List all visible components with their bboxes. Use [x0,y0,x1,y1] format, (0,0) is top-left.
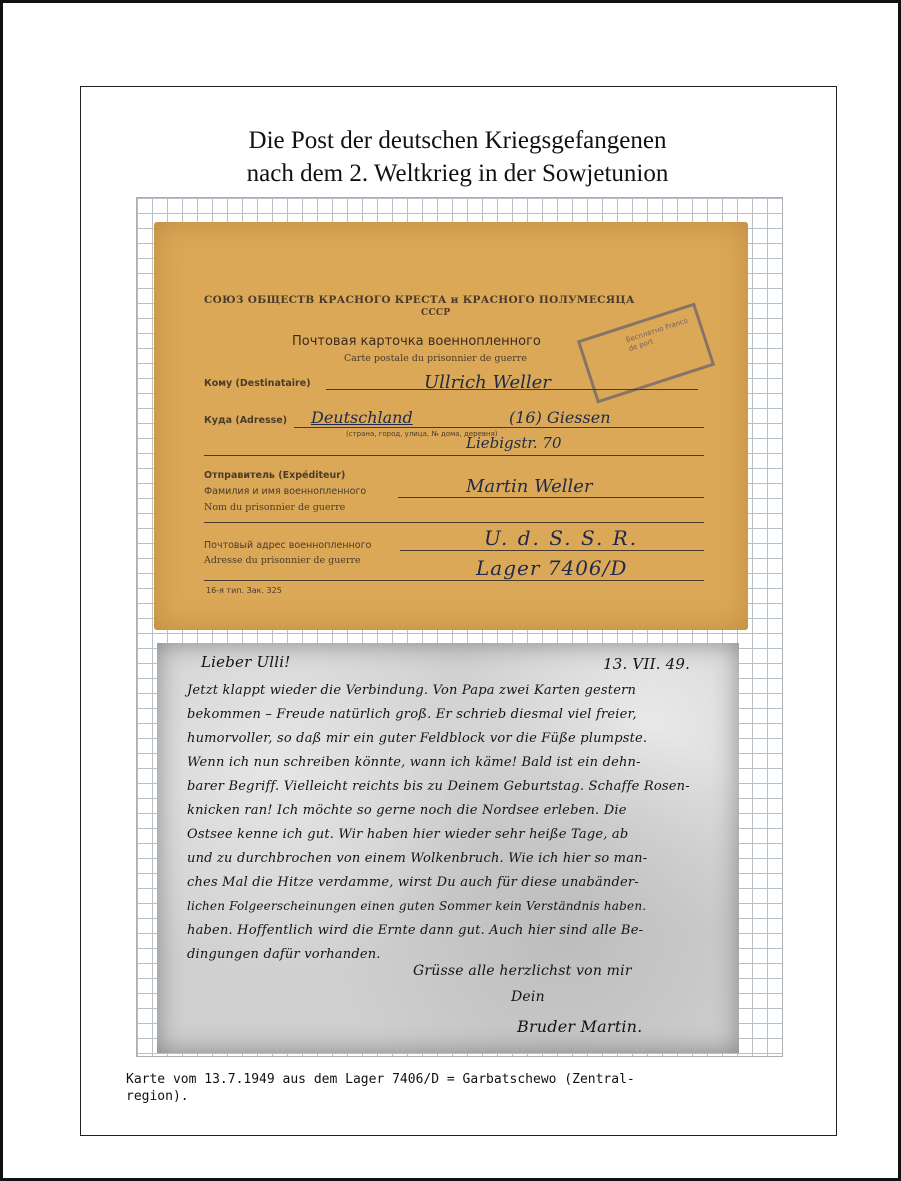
hw-camp: Lager 7406/D [476,556,628,580]
rule-line [398,497,704,498]
rule-line [294,427,704,428]
label-name-fr: Nom du prisonnier de guerre [204,502,346,513]
letter-line: Ostsee kenne ich gut. Wir haben hier wieder sehr heiße Tage, ab [187,827,629,842]
hw-city: (16) Giessen [509,408,611,427]
hw-street: Liebigstr. 70 [466,434,562,452]
letter-line: barer Begriff. Vielleicht reichts bis zu Deinem Geburtstag. Schaffe Rosen- [187,779,690,794]
hw-recipient: Ullrich Weller [424,372,551,393]
postcard-front [154,222,748,630]
letter-closing: Grüsse alle herzlichst von mir [413,963,632,979]
caption-line-1: Karte vom 13.7.1949 aus dem Lager 7406/D = Garbatschewo (Zentral- [126,1072,635,1087]
card-header-sub: СССР [421,308,451,318]
postcard-back-letter [157,643,739,1053]
letter-signature: Bruder Martin. [517,1017,643,1036]
label-destinataire: Кому (Destinataire) [204,378,311,389]
label-address-fr: Adresse du prisonnier de guerre [204,555,361,566]
page-caption [126,1071,806,1105]
letter-closing-dein: Dein [511,989,545,1005]
label-address-ru: Почтовый адрес военнопленного [204,540,372,551]
label-name-ru: Фамилия и имя военнопленного [204,486,367,497]
label-adresse: Куда (Adresse) [204,415,288,426]
caption-line-2: region). [126,1089,189,1104]
rule-line [400,550,704,551]
label-sender: Отправитель (Expéditeur) [204,470,346,481]
address-hint: (страна, город, улица, № дома, деревня) [346,430,498,438]
letter-line: lichen Folgeerscheinungen einen guten Sommer kein Verständnis haben. [187,899,647,913]
letter-greeting: Lieber Ulli! [201,653,291,671]
letter-line: ches Mal die Hitze verdamme, wirst Du auch für diese unabänder- [187,875,639,890]
letter-line: dingungen dafür vorhanden. [187,947,381,962]
stamp-text: Бесплатно Franco de port [624,316,689,353]
title-line-1: Die Post der deutschen Kriegsgefangenen [248,127,667,154]
print-note: 16-я тип. Зак. 325 [206,586,282,595]
card-header: СОЮЗ ОБЩЕСТВ КРАСНОГО КРЕСТА и КРАСНОГО ПОЛУМЕСЯЦА [204,294,635,306]
page-title [80,124,835,190]
letter-line: haben. Hoffentlich wird die Ernte dann gut. Auch hier sind alle Be- [187,923,644,938]
hw-country: Deutschland [311,408,413,427]
hw-country-from: U. d. S. S. R. [484,526,639,550]
letter-line: Wenn ich nun schreiben könnte, wann ich käme! Bald ist ein dehn- [187,755,641,770]
letter-date: 13. VII. 49. [603,655,691,673]
letter-line: und zu durchbrochen von einem Wolkenbruch. Wie ich hier so man- [187,851,648,866]
letter-line: bekommen – Freude natürlich groß. Er schrieb diesmal viel freier, [187,707,637,722]
letter-line: humorvoller, so daß mir ein guter Feldblock vor die Füße plumpste. [187,731,648,746]
hw-sender: Martin Weller [466,476,593,497]
card-title-fr: Carte postale du prisonnier de guerre [344,353,527,364]
rule-line [204,455,704,456]
letter-line: knicken ran! Ich möchte so gerne noch die Nordsee erleben. Die [187,803,627,818]
title-line-2: nach dem 2. Weltkrieg in der Sowjetunion [246,160,669,187]
card-title-ru: Почтовая карточка военнопленного [292,334,541,349]
letter-line: Jetzt klappt wieder die Verbindung. Von Papa zwei Karten gestern [187,683,637,698]
rule-line [204,522,704,523]
rule-line [204,580,704,581]
